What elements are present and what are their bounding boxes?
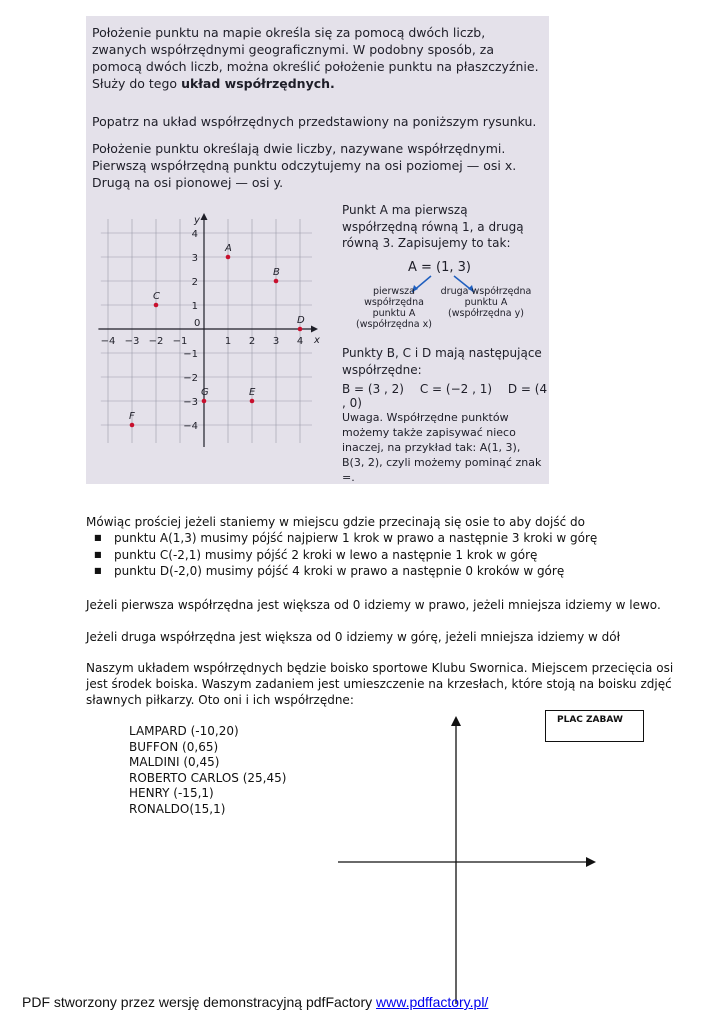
players-list [129,724,286,817]
point-label-c: C [153,291,160,302]
y-tick-label: 4 [191,229,198,240]
x-tick-label: 2 [248,336,256,347]
list-item: ROBERTO CARLOS (25,45) [129,770,287,785]
x-tick-label: −4 [100,336,116,347]
y-tick-label: 1 [191,301,198,312]
list-item: ■ punktu A(1,3) musimy pójść najpierw 1 krok w prawo a następnie 3 kroki w górę [86,530,597,547]
x-tick-label: −2 [148,336,164,347]
bcd-equations [342,382,549,410]
y-tick-label: 3 [191,253,198,264]
y-axis-label: y [194,215,200,226]
list-item: LAMPARD (-10,20) [129,724,239,738]
list-item: ■ punktu D(-2,0) musimy pójść 4 kroki w prawo a następnie 0 kroków w górę [86,563,597,580]
x-tick-label: −1 [172,336,188,347]
x-axis-arrow [311,326,318,333]
point-e [250,399,255,404]
list-item: BUFFON (0,65) [129,739,219,754]
point-label-b: B [273,267,280,278]
point-f [130,423,135,428]
pdffactory-link[interactable]: www.pdffactory.pl/ [376,994,489,1010]
list-item: MALDINI (0,45) [129,755,220,769]
pitch-axes [334,712,604,1012]
list-item: RONALDO(15,1) [129,801,226,816]
x-tick-label: −3 [124,336,140,347]
point-label-d: D [297,315,305,326]
intro-bold-term: układ współrzędnych. [181,76,335,91]
coordinate-graph [92,211,332,461]
equation-c: C = (−2 , 1) [419,382,493,396]
point-a-paragraph: Punkt A ma pierwszą współrzędną równą 1, a drugą równą 3. Zapisujemy to tak: [342,203,524,250]
x-tick-label: 4 [296,336,304,347]
x-tick-label: 1 [224,336,232,347]
task-paragraph: Naszym układem współrzędnych będzie boisko sportowe Klubu Swornica. Miejscem przecięcia osi jest środek boiska. Waszym zadaniem jest umieszczenie na krzesłach, które stoją na boisku zdjęć sławnych piłkarzy. Oto oni i ich współrzędne: [86,661,674,707]
point-g [202,399,207,404]
y-tick-label: −1 [183,349,198,360]
equation-d: D = (4 , 0) [342,382,548,410]
origin-label: 0 [194,318,201,329]
y-tick-label: −4 [183,421,198,432]
point-label-g: G [201,387,209,398]
x-axis-label: x [314,335,320,346]
point-a [226,255,231,260]
point-label-a: A [225,243,232,254]
pdf-footer: PDF stworzony przez wersję demonstracyjną pdfFactory www.pdffactory.pl/ [22,994,489,1010]
explain-paragraph: Położenie punktu określają dwie liczby, nazywane współrzędnymi. Pierwszą współrzędną punktu odczytujemy na osi poziomej — osi x. Drugą na osi pionowej — osi y. [92,141,517,190]
y-axis-arrow [201,213,208,220]
a-equation: A = (1, 3) [408,260,472,275]
point-c [154,303,159,308]
look-paragraph: Popatrz na układ współrzędnych przedstawiony na poniższym rysunku. [92,114,537,129]
simple-intro: Mówiąc prościej jeżeli staniemy w miejscu gdzie przecinają się osie to aby dojść do [86,515,585,529]
list-item: ■ punktu C(-2,1) musimy pójść 2 kroki w lewo a następnie 1 krok w górę [86,547,597,564]
rule-y: Jeżeli druga współrzędna jest większa od 0 idziemy w górę, jeżeli mniejsza idziemy w dół [86,630,620,644]
y-tick-label: −3 [183,397,198,408]
playground-box: PLAC ZABAW [545,710,644,742]
y-tick-label: 2 [191,277,198,288]
list-item: HENRY (-15,1) [129,786,214,800]
equation-b: B = (3 , 2) [342,382,404,396]
x-tick-label: 3 [272,336,280,347]
point-d [298,327,303,332]
note-paragraph: Uwaga. Współrzędne punktów możemy także zapisywać nieco inaczej, na przykład tak: A(1, 3), B(3, 2), czyli możemy pominąć znak =. [342,411,542,484]
intro-paragraph: Położenie punktu na mapie określa się za pomocą dwóch liczb, zwanych współrzędnymi geograficznymi. W podobny sposób, za pomocą dwóch liczb, można określić położenie punktu na płaszczyźnie. Służy do tego układ współrzędnych. [92,25,539,91]
bcd-paragraph: Punkty B, C i D mają następujące współrzędne: [342,346,542,377]
point-b [274,279,279,284]
steps-list [86,530,597,580]
second-coordinate-label: druga współrzędna punktu A (współrzędna y) [440,286,532,319]
first-coordinate-label: pierwsza współrzędna punktu A (współrzędna x) [356,286,432,330]
point-label-f: F [129,411,135,422]
y-tick-label: −2 [183,373,198,384]
rule-x: Jeżeli pierwsza współrzędna jest większa od 0 idziemy w prawo, jeżeli mniejsza idziemy w lewo. [86,598,661,612]
textbook-scan [86,16,549,484]
point-label-e: E [249,387,256,398]
